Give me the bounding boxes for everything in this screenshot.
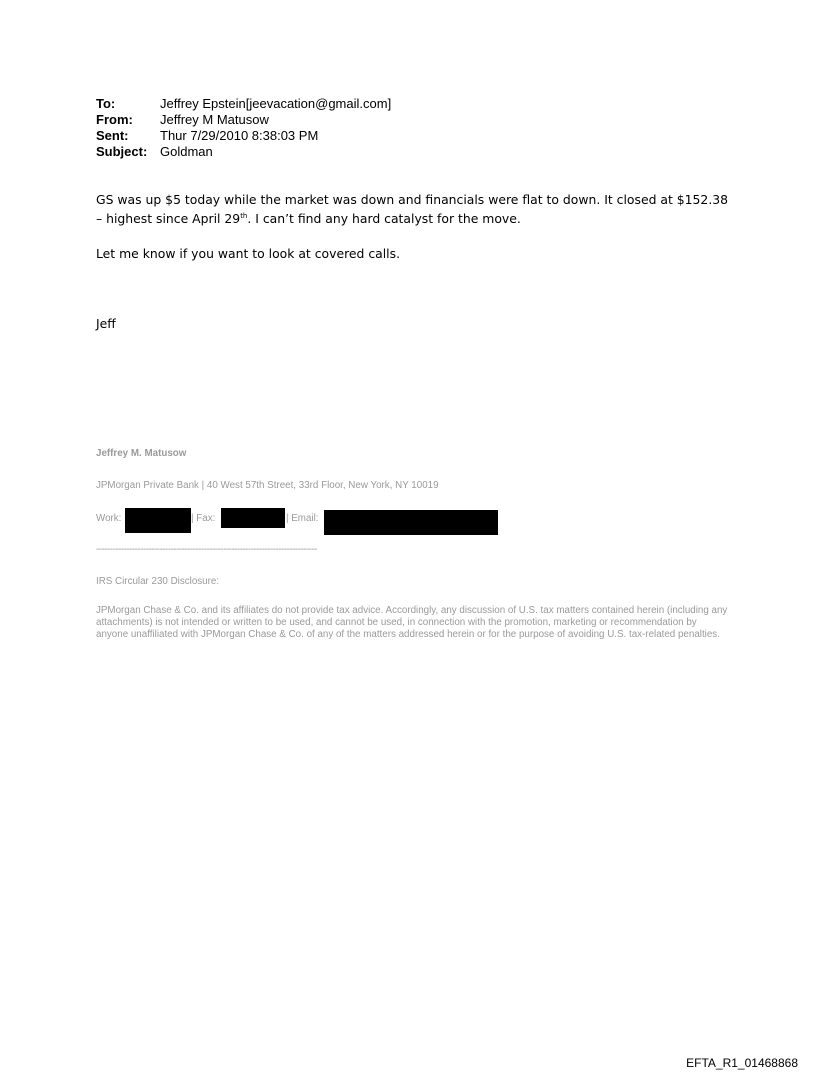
to-row	[96, 96, 391, 112]
to-label: To:	[96, 96, 116, 111]
divider-line: --------------------------------------------------------------------------------	[96, 544, 317, 555]
from-value: Jeffrey M Matusow	[160, 112, 269, 127]
fax-label: | Fax:	[191, 513, 216, 524]
redaction-block	[125, 508, 191, 533]
from-label: From:	[96, 112, 133, 127]
ordinal-suffix: th	[240, 211, 248, 220]
redaction-block	[324, 510, 498, 535]
email-body	[96, 190, 736, 333]
from-row	[96, 112, 391, 128]
tax-disclaimer: JPMorgan Chase & Co. and its affiliates do not provide tax advice. Accordingly, any discussion of U.S. tax matters contained herein (including any attachments) is not intended or written to be used, and cannot be used, in connection with the promotion, marketing or recommendation by anyone unaffiliated with JPMorgan Chase & Co. of any of the matters addressed herein or for the purpose of avoiding U.S. tax-related penalties.	[96, 605, 728, 640]
sent-row	[96, 128, 391, 144]
irs-disclosure-title: IRS Circular 230 Disclosure:	[96, 576, 220, 587]
redaction-block	[221, 508, 285, 528]
signature-contact-line	[96, 508, 516, 534]
work-label: Work:	[96, 513, 122, 524]
document-id: EFTA_R1_01468868	[686, 1056, 798, 1070]
body-paragraph-1	[96, 190, 736, 228]
sent-label: Sent:	[96, 128, 129, 143]
signature-address: JPMorgan Private Bank | 40 West 57th Street, 33rd Floor, New York, NY 10019	[96, 480, 439, 491]
subject-value: Goldman	[160, 144, 213, 159]
to-value: Jeffrey Epstein[jeevacation@gmail.com]	[160, 96, 392, 111]
sent-value: Thur 7/29/2010 8:38:03 PM	[160, 128, 319, 143]
body-text-a: GS was up $5 today while the market was down and financials were flat to down. It closed at $152.38 – highest since April 29	[96, 192, 729, 226]
signoff: Jeff	[96, 316, 116, 331]
signature-name: Jeffrey M. Matusow	[96, 448, 187, 459]
subject-label: Subject:	[96, 144, 148, 159]
email-label: | Email:	[286, 513, 319, 524]
email-header	[96, 96, 391, 160]
body-text-b: . I can’t find any hard catalyst for the move.	[247, 211, 521, 226]
body-paragraph-2: Let me know if you want to look at covered calls.	[96, 246, 401, 261]
subject-row	[96, 144, 391, 160]
